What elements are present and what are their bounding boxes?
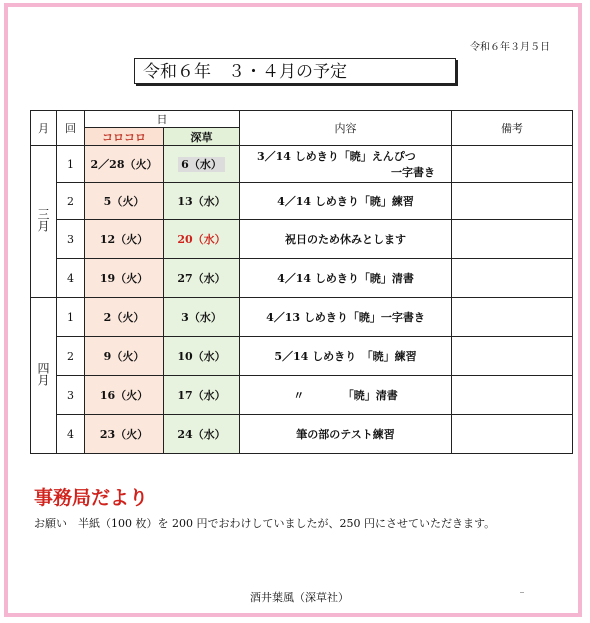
shinso-date: 3（水） bbox=[164, 298, 240, 337]
shinso-date: 13（水） bbox=[164, 183, 240, 220]
round-cell: 4 bbox=[57, 415, 85, 454]
table-row bbox=[31, 337, 573, 376]
kokoro-date: 16（火） bbox=[85, 376, 164, 415]
shinso-date: 20（水） bbox=[164, 220, 240, 259]
kokoro-date: 5（火） bbox=[85, 183, 164, 220]
content-cell: 4／14 しめきり「暁」練習 bbox=[240, 183, 452, 220]
table-row bbox=[31, 298, 573, 337]
shinso-date: 27（水） bbox=[164, 259, 240, 298]
table-row bbox=[31, 220, 573, 259]
remarks-cell bbox=[452, 376, 573, 415]
schedule-table bbox=[30, 110, 573, 454]
edge-mark bbox=[520, 592, 524, 593]
shinso-date: 24（水） bbox=[164, 415, 240, 454]
remarks-cell bbox=[452, 183, 573, 220]
header-month: 月 bbox=[31, 111, 57, 146]
round-cell: 2 bbox=[57, 183, 85, 220]
shinso-date: 6（水） bbox=[164, 146, 240, 183]
table-row bbox=[31, 259, 573, 298]
kokoro-date: 2（火） bbox=[85, 298, 164, 337]
month-march: 三月 bbox=[31, 146, 57, 298]
content-cell: 4／13 しめきり「暁」一字書き bbox=[240, 298, 452, 337]
schedule-title: 令和６年 ３・４月の予定 bbox=[134, 58, 456, 84]
notice-text: お願い 半紙（100 枚）を 200 円でおわけしていましたが、250 円にさせていただきます。 bbox=[34, 517, 496, 530]
remarks-cell bbox=[452, 298, 573, 337]
header-shinso: 深草 bbox=[164, 128, 240, 146]
kokoro-date: 12（火） bbox=[85, 220, 164, 259]
round-cell: 1 bbox=[57, 146, 85, 183]
remarks-cell bbox=[452, 337, 573, 376]
content-cell: 4／14 しめきり「暁」清書 bbox=[240, 259, 452, 298]
kokoro-date: 23（火） bbox=[85, 415, 164, 454]
header-round: 回 bbox=[57, 111, 85, 146]
round-cell: 4 bbox=[57, 259, 85, 298]
header-content: 内容 bbox=[240, 111, 452, 146]
table-row bbox=[31, 146, 573, 183]
content-cell: 3／14 しめきり「暁」えんぴつ 一字書き bbox=[240, 146, 452, 183]
kokoro-date: 19（火） bbox=[85, 259, 164, 298]
issue-date: 令和６年３月５日 bbox=[470, 42, 550, 53]
round-cell: 3 bbox=[57, 376, 85, 415]
remarks-cell bbox=[452, 415, 573, 454]
month-april: 四月 bbox=[31, 298, 57, 454]
round-cell: 2 bbox=[57, 337, 85, 376]
content-cell: 〃 「暁」清書 bbox=[240, 376, 452, 415]
kokoro-date: 2／28（火） bbox=[85, 146, 164, 183]
remarks-cell bbox=[452, 146, 573, 183]
shinso-date: 17（水） bbox=[164, 376, 240, 415]
round-cell: 1 bbox=[57, 298, 85, 337]
office-news-title: 事務局だより bbox=[34, 487, 149, 509]
signature: 酒井葉風（深草社） bbox=[250, 591, 349, 604]
header-kokoro: コロコロ bbox=[85, 128, 164, 146]
content-cell: 5／14 しめきり 「暁」練習 bbox=[240, 337, 452, 376]
content-cell: 筆の部のテスト練習 bbox=[240, 415, 452, 454]
remarks-cell bbox=[452, 259, 573, 298]
table-row bbox=[31, 415, 573, 454]
table-row bbox=[31, 183, 573, 220]
header-remarks: 備考 bbox=[452, 111, 573, 146]
header-day: 日 bbox=[85, 111, 240, 128]
table-row bbox=[31, 376, 573, 415]
round-cell: 3 bbox=[57, 220, 85, 259]
content-cell: 祝日のため休みとします bbox=[240, 220, 452, 259]
kokoro-date: 9（火） bbox=[85, 337, 164, 376]
shinso-date: 10（水） bbox=[164, 337, 240, 376]
remarks-cell bbox=[452, 220, 573, 259]
